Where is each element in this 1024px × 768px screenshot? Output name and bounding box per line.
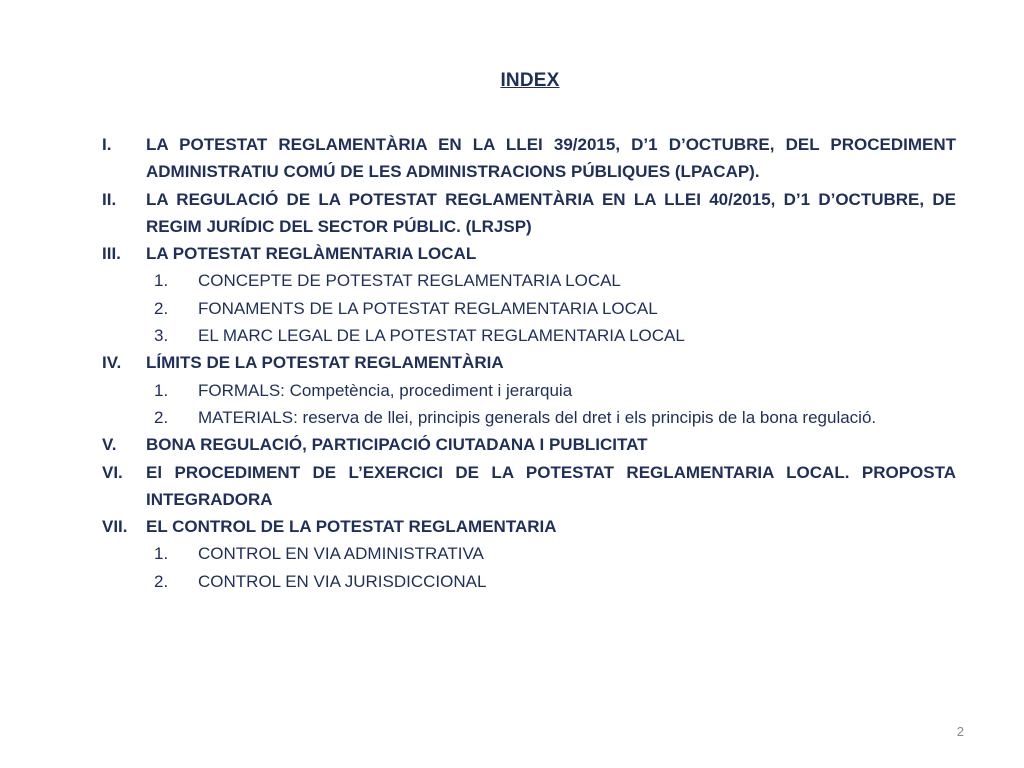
index-item-2: [96, 186, 956, 241]
index-item-3: [96, 240, 956, 267]
item-number: II.: [102, 189, 117, 209]
item-number: IV.: [102, 353, 122, 373]
index-item-7: [96, 513, 956, 540]
index-item-4: [96, 349, 956, 376]
item-number: VI.: [102, 462, 123, 482]
index-subitem-3-2: [96, 295, 956, 322]
page-title: INDEX: [500, 70, 560, 91]
subitem-number: 2.: [154, 407, 169, 427]
subitem-number: 1.: [154, 544, 169, 564]
page-number: 2: [956, 724, 964, 739]
item-text: LA POTESTAT REGLAMENTÀRIA EN LA LLEI 39/2015, D’1 D’OCTUBRE, DEL PROCEDIMENT ADMINISTRATIU COMÚ DE LES ADMINISTRACIONS PÚBLIQUES (LPACAP).: [146, 135, 956, 182]
subitem-text: CONTROL EN VIA ADMINISTRATIVA: [198, 544, 484, 564]
item-text: LÍMITS DE LA POTESTAT REGLAMENTÀRIA: [146, 353, 504, 373]
index-subitem-7-2: [96, 568, 956, 595]
item-number: III.: [102, 244, 121, 264]
subitem-number: 2.: [154, 298, 169, 318]
subitem-number: 3.: [154, 326, 169, 346]
subitem-number: 2.: [154, 571, 169, 591]
subitem-text: CONCEPTE DE POTESTAT REGLAMENTARIA LOCAL: [198, 271, 621, 291]
index-subitem-3-1: [96, 267, 956, 294]
item-text: LA REGULACIÓ DE LA POTESTAT REGLAMENTÀRIA EN LA LLEI 40/2015, D’1 D’OCTUBRE, DE REGIM JURÍDIC DEL SECTOR PÚBLIC. (LRJSP): [146, 189, 956, 236]
index-item-6: [96, 459, 956, 514]
item-text: LA POTESTAT REGLÀMENTARIA LOCAL: [146, 244, 477, 264]
index-subitem-7-1: [96, 540, 956, 567]
item-text: El PROCEDIMENT DE L’EXERCICI DE LA POTESTAT REGLAMENTARIA LOCAL. PROPOSTA INTEGRADORA: [146, 462, 956, 509]
subitem-text: FORMALS: Competència, procediment i jerarquia: [198, 380, 573, 400]
item-number: V.: [102, 435, 117, 455]
index-subitem-4-1: [96, 377, 956, 404]
subitem-number: 1.: [154, 380, 169, 400]
index-item-5: [96, 431, 956, 458]
index-list: [96, 131, 956, 595]
subitem-text: EL MARC LEGAL DE LA POTESTAT REGLAMENTARIA LOCAL: [198, 326, 685, 346]
item-text: BONA REGULACIÓ, PARTICIPACIÓ CIUTADANA I PUBLICITAT: [146, 435, 648, 455]
subitem-number: 1.: [154, 271, 169, 291]
item-text: EL CONTROL DE LA POTESTAT REGLAMENTARIA: [146, 517, 557, 537]
subitem-text: FONAMENTS DE LA POTESTAT REGLAMENTARIA LOCAL: [198, 298, 658, 318]
subitem-text: CONTROL EN VIA JURISDICCIONAL: [198, 571, 487, 591]
subitem-text: MATERIALS: reserva de llei, principis generals del dret i els principis de la bona regulació.: [198, 407, 877, 427]
item-number: I.: [102, 135, 112, 154]
index-subitem-4-2: [96, 404, 956, 431]
index-subitem-3-3: [96, 322, 956, 349]
index-item-1: [96, 131, 956, 186]
item-number: VII.: [102, 517, 128, 537]
